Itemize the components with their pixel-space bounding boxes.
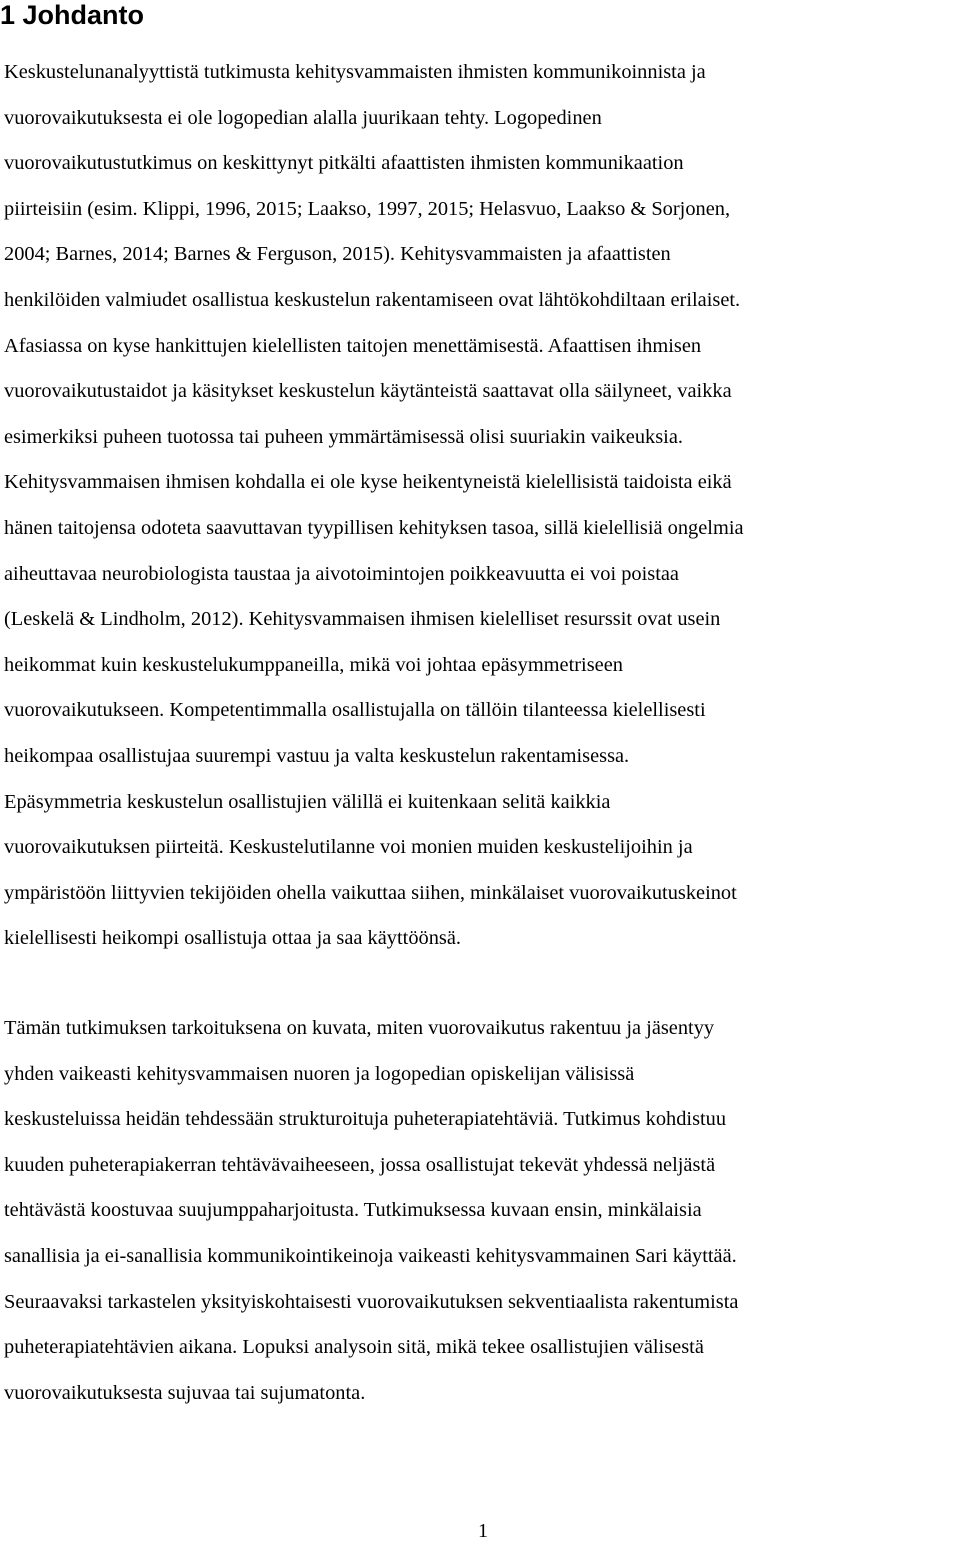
page-number: 1	[478, 1520, 488, 1542]
text-line: esimerkiksi puheen tuotossa tai puheen ymmärtämisessä olisi suuriakin vaikeuksia.	[4, 425, 683, 448]
text-line: vuorovaikutuksesta ei ole logopedian alalla juurikaan tehty. Logopedinen	[4, 106, 602, 129]
text-line: Epäsymmetria keskustelun osallistujien välillä ei kuitenkaan selitä kaikkia	[4, 790, 611, 813]
text-line: tehtävästä koostuvaa suujumppaharjoitusta. Tutkimuksessa kuvaan ensin, minkälaisia	[4, 1199, 702, 1222]
paragraph-1	[4, 50, 960, 962]
paragraph-2	[4, 1006, 960, 1416]
text-line: kuuden puheterapiakerran tehtävävaiheeseen, jossa osallistujat tekevät yhdessä neljästä	[4, 1153, 716, 1176]
text-line: keskusteluissa heidän tehdessään strukturoituja puheterapiatehtäviä. Tutkimus kohdistuu	[4, 1108, 727, 1131]
text-line: sanallisia ja ei-sanallisia kommunikointikeinoja vaikeasti kehitysvammainen Sari käyttää.	[4, 1244, 737, 1267]
text-line: 2004; Barnes, 2014; Barnes & Ferguson, 2015). Kehitysvammaisten ja afaattisten	[4, 243, 671, 266]
text-line: vuorovaikutukseen. Kompetentimmalla osallistujalla on tällöin tilanteessa kielellisesti	[4, 699, 706, 722]
text-line: Afasiassa on kyse hankittujen kielellisten taitojen menettämisestä. Afaattisen ihmisen	[4, 334, 702, 357]
text-line: Keskustelunanalyyttistä tutkimusta kehitysvammaisten ihmisten kommunikoinnista ja	[4, 61, 706, 83]
section-heading: 1 Johdanto	[0, 0, 145, 30]
text-line: vuorovaikutustutkimus on keskittynyt pitkälti afaattisten ihmisten kommunikaation	[4, 152, 684, 175]
text-line: Kehitysvammaisen ihmisen kohdalla ei ole kyse heikentyneistä kielellisistä taidoista eikä	[4, 471, 732, 494]
text-line: heikommat kuin keskustelukumppaneilla, mikä voi johtaa epäsymmetriseen	[4, 653, 623, 676]
text-line: ympäristöön liittyvien tekijöiden ohella vaikuttaa siihen, minkälaiset vuorovaikutuskeinot	[4, 881, 737, 904]
text-line: henkilöiden valmiudet osallistua keskustelun rakentamiseen ovat lähtökohdiltaan erilaiset.	[4, 288, 741, 311]
text-line: vuorovaikutuksen piirteitä. Keskustelutilanne voi monien muiden keskustelijoihin ja	[4, 836, 693, 859]
text-line: (Leskelä & Lindholm, 2012). Kehitysvammaisen ihmisen kielelliset resurssit ovat usein	[4, 608, 721, 631]
text-line: heikompaa osallistujaa suurempi vastuu ja valta keskustelun rakentamisessa.	[4, 744, 630, 767]
text-line: yhden vaikeasti kehitysvammaisen nuoren ja logopedian opiskelijan välisissä	[4, 1062, 635, 1085]
text-line: piirteisiin (esim. Klippi, 1996, 2015; Laakso, 1997, 2015; Helasvuo, Laakso & Sorjonen,	[4, 197, 731, 220]
text-line: vuorovaikutustaidot ja käsitykset keskustelun käytänteistä saattavat olla säilyneet, vaikka	[4, 380, 732, 403]
text-line: aiheuttavaa neurobiologista taustaa ja aivotoimintojen poikkeavuutta ei voi poistaa	[4, 562, 679, 585]
text-line: puheterapiatehtävien aikana. Lopuksi analysoin sitä, mikä tekee osallistujien välisestä	[4, 1336, 704, 1359]
text-line: Seuraavaksi tarkastelen yksityiskohtaisesti vuorovaikutuksen sekventiaalista rakentumista	[4, 1290, 739, 1313]
text-line: Tämän tutkimuksen tarkoituksena on kuvata, miten vuorovaikutus rakentuu ja jäsentyy	[4, 1017, 715, 1039]
text-line: kielellisesti heikompi osallistuja ottaa ja saa käyttöönsä.	[4, 927, 461, 950]
text-line: vuorovaikutuksesta sujuvaa tai sujumatonta.	[4, 1381, 366, 1404]
text-line: hänen taitojensa odoteta saavuttavan tyypillisen kehityksen tasoa, sillä kielellisiä ongelmia	[4, 516, 744, 539]
